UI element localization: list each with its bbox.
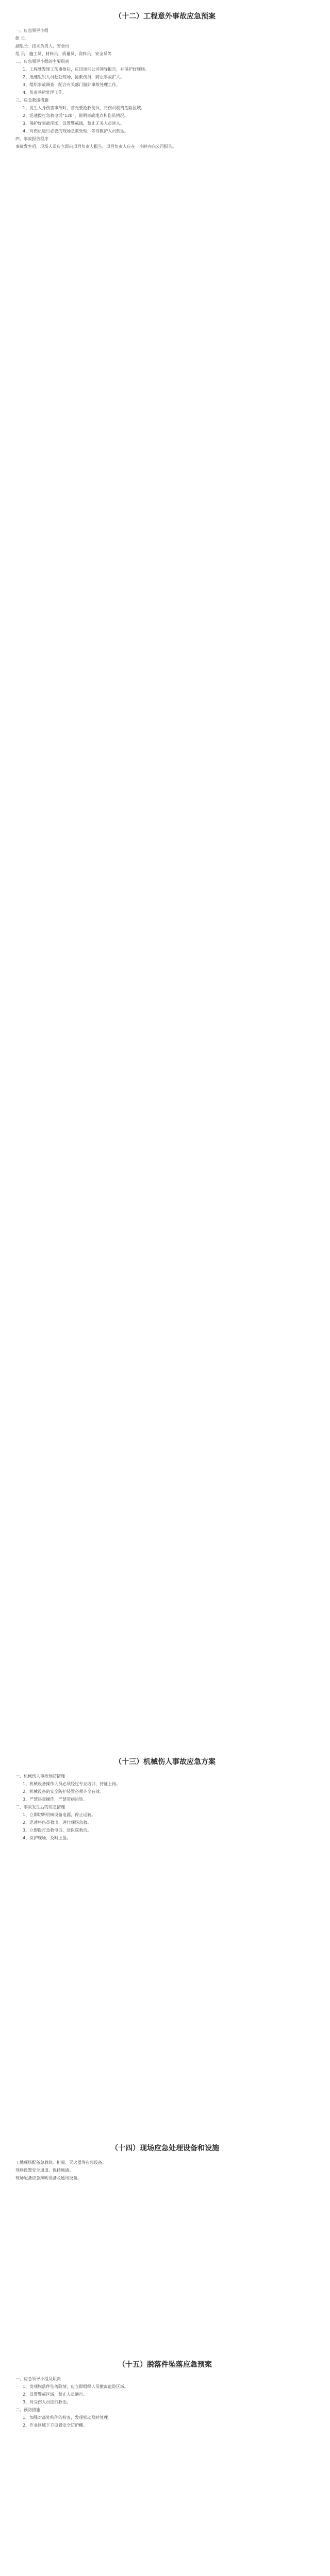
paragraph-line: 一、应急领导小组及职责 xyxy=(15,2377,61,2381)
paragraph-line: 2、迅速将伤员救出，进行现场急救。 xyxy=(23,1820,92,1825)
paragraph-line: 4、对伤员进行必要的现场急救处理，等待救护人员到达。 xyxy=(23,129,129,133)
section-title: （十三）机械伤人事故应急方案 xyxy=(114,1758,216,1766)
paragraph-line: 1、立即切断机械设备电源，停止运转。 xyxy=(23,1812,96,1817)
paragraph-line: 现场设置安全通道，保持畅通。 xyxy=(15,2168,73,2173)
paragraph-line: 1、发生人身伤害事故时，首先要抢救伤员，将伤员脱离危险区域。 xyxy=(23,106,145,110)
paragraph-line: 组 员：施工员、材料员、质量员、资料员、安全员等 xyxy=(15,52,112,56)
section-body xyxy=(15,2375,315,2429)
paragraph-line: 4、保护现场，及时上报。 xyxy=(23,1836,71,1840)
section-title: （十四）现场应急处理设备和设施 xyxy=(111,2144,219,2153)
section-13 xyxy=(0,1752,330,1842)
paragraph-line: 二、预防措施 xyxy=(15,2408,40,2412)
paragraph-line: 1、机械设备操作人员必须经过专业培训，持证上岗。 xyxy=(23,1782,121,1786)
paragraph-line: 一、应急领导小组 xyxy=(15,28,48,33)
paragraph-line: 二、应急领导小组的主要职责 xyxy=(15,59,69,64)
paragraph-line: 3、对受伤人员进行救治。 xyxy=(23,2400,71,2404)
paragraph-line: 现场配备应急照明设备及通讯设备。 xyxy=(15,2176,81,2180)
paragraph-line: 2、机械设备的安全防护装置必须齐全有效。 xyxy=(23,1789,104,1794)
section-title: （十二）工程意外事故应急预案 xyxy=(114,12,216,21)
section-body xyxy=(15,1772,315,1842)
paragraph-line: 二、事故发生后的应急措施 xyxy=(15,1805,65,1809)
section-12 xyxy=(0,6,330,150)
paragraph-line: 3、保护好事故现场，设置警戒线，禁止无关人员进入。 xyxy=(23,121,125,126)
section-body xyxy=(15,2159,315,2182)
paragraph-line: 4、负责善后处理工作。 xyxy=(23,90,67,95)
section-title: （十五）脱落件坠落应急预案 xyxy=(118,2361,212,2369)
section-body xyxy=(15,27,315,150)
paragraph-line: 1、工程处发现工伤事故后，应迅速向公司领导报告，并保护好现场。 xyxy=(23,67,150,72)
paragraph-line: 三、应急救援措施 xyxy=(15,98,48,103)
paragraph-line: 1、加强对高处构件的检查，发现松动及时处理。 xyxy=(23,2415,112,2420)
paragraph-line: 1、发现脱落件坠落险情，应立即组织人员撤离危险区域。 xyxy=(23,2384,129,2389)
paragraph-line: 组 长： xyxy=(15,36,29,41)
section-14 xyxy=(0,2138,330,2182)
paragraph-line: 副组长：技术负责人，安全员 xyxy=(15,44,69,48)
paragraph-line: 工地现场配备急救箱、担架、灭火器等应急设备。 xyxy=(15,2160,106,2165)
paragraph-line: 一、机械伤人事故预防措施 xyxy=(15,1774,65,1778)
paragraph-line: 3、组织事故调查，配合有关部门做好事故处理工作。 xyxy=(23,82,121,87)
paragraph-line: 四、事故报告程序 xyxy=(15,137,48,141)
paragraph-line: 3、严禁违章操作，严禁带病运转。 xyxy=(23,1797,88,1802)
paragraph-line: 2、作业区域下方设置安全防护棚。 xyxy=(23,2423,88,2428)
paragraph-line: 2、迅速组织人员赶赴现场，抢救伤员，防止事故扩大。 xyxy=(23,75,125,79)
paragraph-line: 事故发生后，现场人员应立即向项目负责人报告，项目负责人应在一小时内向公司报告。 xyxy=(15,144,176,149)
paragraph-line: 2、设置警戒区域，禁止人员通行。 xyxy=(23,2392,88,2397)
paragraph-line: 3、立即拨打急救电话，送医院救治。 xyxy=(23,1828,92,1833)
section-15 xyxy=(0,2354,330,2429)
paragraph-line: 2、迅速拨打急救电话“120”，说明事故地点和伤员情况。 xyxy=(23,113,128,118)
